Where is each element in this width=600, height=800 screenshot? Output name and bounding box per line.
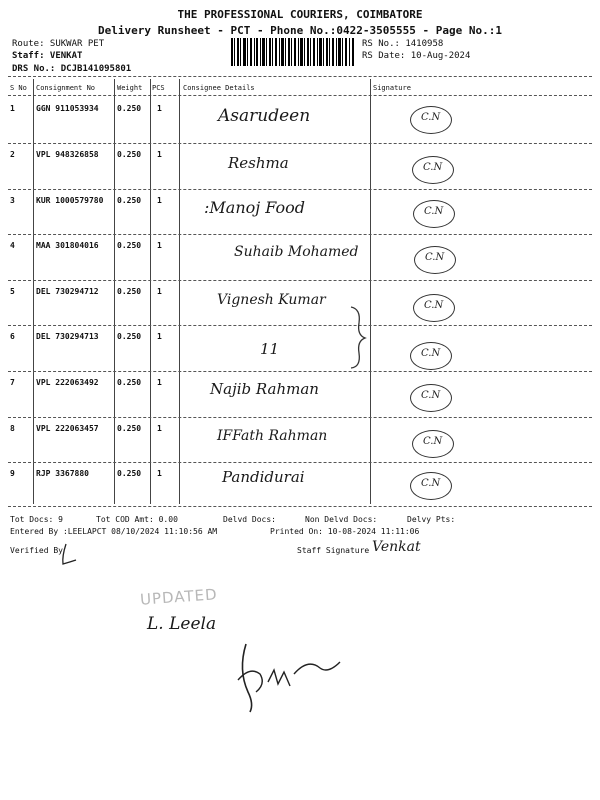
- signature-text: C.N: [424, 300, 444, 311]
- large-signature: [228, 640, 358, 719]
- signature-text: C.N: [421, 478, 441, 489]
- signature-text: C.N: [423, 436, 443, 447]
- row-sno: 8: [10, 424, 15, 433]
- verified-signature: [60, 542, 80, 572]
- row-pcs: 1: [157, 241, 162, 250]
- divider: [8, 95, 592, 96]
- row-divider: [8, 371, 592, 372]
- col-header-pcs: PCS: [152, 84, 165, 92]
- row-weight: 0.250: [117, 104, 142, 113]
- row-weight: 0.250: [117, 287, 142, 296]
- row-consignee: Najib Rahman: [210, 380, 319, 398]
- col-header-sno: S No: [10, 84, 27, 92]
- row-sno: 9: [10, 469, 15, 478]
- staff-signature-hand: Venkat: [372, 539, 421, 555]
- row-consignment: DEL 730294713: [36, 332, 99, 341]
- row-weight: 0.250: [117, 150, 142, 159]
- row-consignee: :Manoj Food: [204, 198, 306, 217]
- barcode: [231, 38, 356, 66]
- signature-text: C.N: [421, 390, 441, 401]
- row-sno: 4: [10, 241, 15, 250]
- row-consignee: Vignesh Kumar: [217, 292, 326, 308]
- row-consignment: GGN 911053934: [36, 104, 99, 113]
- tot-cod-amt: Tot COD Amt: 0.00: [96, 515, 178, 524]
- staff-signature-label: Staff Signature: [297, 546, 370, 555]
- signature-mark: [410, 106, 452, 134]
- row-consignee: 11: [260, 340, 280, 358]
- non-delvd-docs: Non Delvd Docs:: [305, 515, 378, 524]
- rs-number: RS No.: 1410958: [362, 39, 444, 49]
- row-pcs: 1: [157, 332, 162, 341]
- row-divider: [8, 462, 592, 463]
- delvd-docs: Delvd Docs:: [223, 515, 276, 524]
- tot-docs: Tot Docs: 9: [10, 515, 63, 524]
- row-consignment: RJP 3367880: [36, 469, 89, 478]
- divider: [8, 76, 592, 77]
- barcode-graphic: [231, 38, 356, 66]
- row-weight: 0.250: [117, 469, 142, 478]
- signature-mark: [412, 430, 454, 458]
- signature-mark: [410, 472, 452, 500]
- signature-mark: [410, 342, 452, 370]
- rs-date: RS Date: 10-Aug-2024: [362, 51, 471, 61]
- verified-by-label: Verified By: [10, 546, 63, 555]
- col-header-consignee: Consignee Details: [183, 84, 255, 92]
- signature-text: C.N: [423, 162, 443, 173]
- row-pcs: 1: [157, 424, 162, 433]
- company-title: THE PROFESSIONAL COURIERS, COIMBATORE: [177, 8, 423, 21]
- row-pcs: 1: [157, 287, 162, 296]
- row-consignment: KUR 1000579780: [36, 196, 104, 205]
- row-consignment: MAA 301804016: [36, 241, 99, 250]
- row-sno: 7: [10, 378, 15, 387]
- row-weight: 0.250: [117, 378, 142, 387]
- signature-scribble-icon: [228, 640, 358, 715]
- row-consignment: VPL 222063492: [36, 378, 99, 387]
- row-sno: 2: [10, 150, 15, 159]
- row-weight: 0.250: [117, 332, 142, 341]
- row-consignee: Pandidurai: [222, 468, 305, 486]
- signature-stroke-icon: [60, 542, 80, 568]
- col-header-consignment: Consignment No: [36, 84, 96, 92]
- row-pcs: 1: [157, 196, 162, 205]
- printed-on: Printed On: 10-08-2024 11:11:06: [270, 527, 420, 536]
- row-sno: 3: [10, 196, 15, 205]
- brace-icon: [348, 305, 368, 370]
- row-divider: [8, 143, 592, 144]
- row-consignee: Suhaib Mohamed: [234, 244, 359, 260]
- row-consignment: VPL 222063457: [36, 424, 99, 433]
- row-consignee: Asarudeen: [218, 106, 311, 126]
- row-sno: 5: [10, 287, 15, 296]
- row-pcs: 1: [157, 469, 162, 478]
- row-consignment: DEL 730294712: [36, 287, 99, 296]
- route-label: Route: SUKWAR PET: [12, 39, 105, 49]
- drs-number: DRS No.: DCJB141095801: [12, 64, 132, 74]
- signature-mark: [414, 246, 456, 274]
- signature-text: C.N: [421, 348, 441, 359]
- row-divider: [8, 189, 592, 190]
- row-sno: 6: [10, 332, 15, 341]
- col-header-weight: Weight: [117, 84, 143, 92]
- brace-mark: [348, 305, 368, 374]
- row-pcs: 1: [157, 150, 162, 159]
- row-divider: [8, 325, 592, 326]
- signature-text: C.N: [425, 252, 445, 263]
- row-divider: [8, 280, 592, 281]
- updated-stamp: UPDATED: [139, 585, 219, 609]
- row-consignee: IFFath Rahman: [217, 428, 328, 444]
- row-weight: 0.250: [117, 424, 142, 433]
- entered-by: Entered By :LEELAPCT 08/10/2024 11:10:56 AM: [10, 527, 218, 536]
- row-consignment: VPL 948326858: [36, 150, 99, 159]
- runsheet-title: Delivery Runsheet - PCT - Phone No.:0422-3505555 - Page No.:1: [98, 24, 502, 37]
- signature-text: C.N: [424, 206, 444, 217]
- row-weight: 0.250: [117, 196, 142, 205]
- row-weight: 0.250: [117, 241, 142, 250]
- signature-text: C.N: [421, 112, 441, 123]
- row-divider: [8, 417, 592, 418]
- row-pcs: 1: [157, 104, 162, 113]
- col-header-signature: Signature: [373, 84, 411, 92]
- row-consignee: Reshma: [228, 154, 289, 172]
- signature-mark: [410, 384, 452, 412]
- row-pcs: 1: [157, 378, 162, 387]
- signature-mark: [412, 156, 454, 184]
- row-divider: [8, 234, 592, 235]
- signature-mark: [413, 200, 455, 228]
- staff-label: Staff: VENKAT: [12, 51, 83, 61]
- row-divider: [8, 506, 592, 507]
- row-sno: 1: [10, 104, 15, 113]
- signature-mark: [413, 294, 455, 322]
- delvy-pts: Delvy Pts:: [407, 515, 456, 524]
- stamp-handwritten-name: L. Leela: [147, 614, 217, 634]
